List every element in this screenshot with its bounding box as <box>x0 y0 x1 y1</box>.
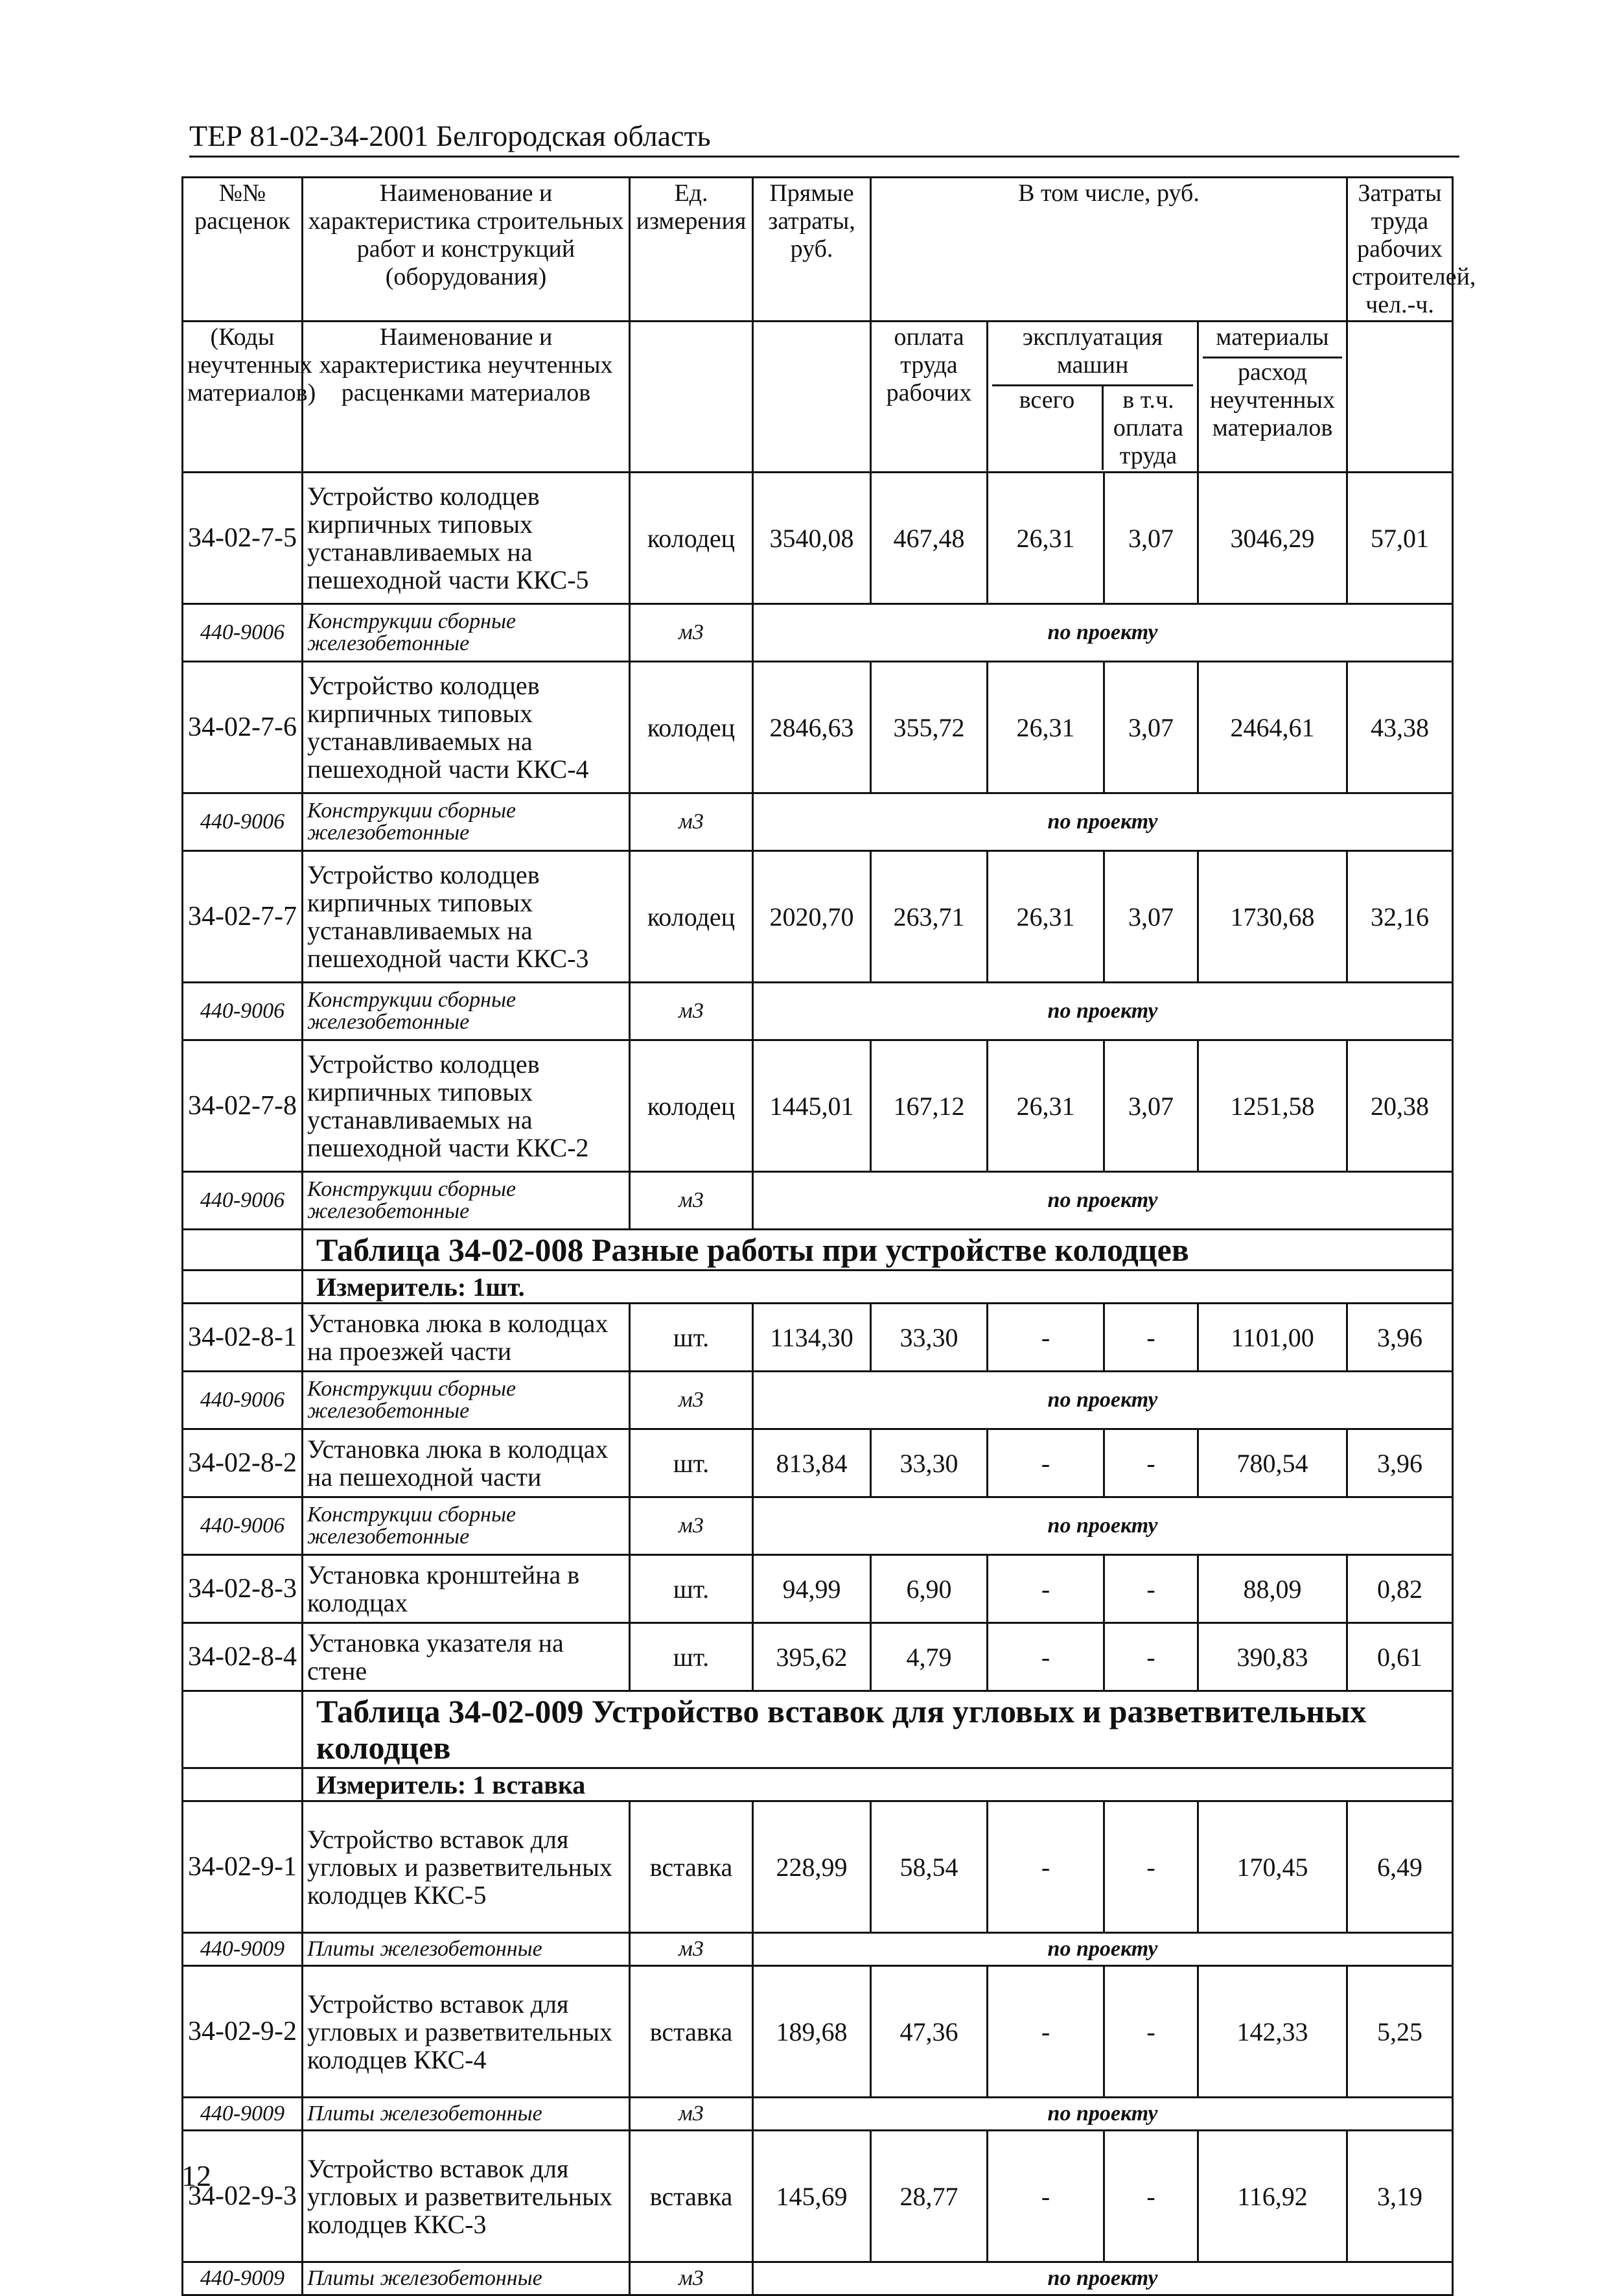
rate-mach-wage: - <box>1104 1623 1198 1691</box>
rate-name: Устройство колодцев кирпичных типовых устанавливаемых на пешеходной части ККС-4 <box>303 662 630 793</box>
rate-code: 34-02-9-1 <box>183 1801 303 1933</box>
rate-mach-wage: 3,07 <box>1104 1040 1198 1172</box>
material-unit: м3 <box>630 1933 753 1966</box>
material-code: 440-9009 <box>183 2262 303 2295</box>
rate-code: 34-02-9-2 <box>183 1966 303 2098</box>
rate-direct: 228,99 <box>753 1801 871 1933</box>
rate-name: Установка люка в колодцах на пешеходной части <box>303 1429 630 1497</box>
rate-materials: 1251,58 <box>1198 1040 1347 1172</box>
rate-wage: 6,90 <box>871 1555 988 1623</box>
rate-unit: шт. <box>630 1429 753 1497</box>
rate-materials: 390,83 <box>1198 1623 1347 1691</box>
rate-name: Устройство вставок для угловых и разветвительных колодцев ККС-3 <box>303 2131 630 2262</box>
rate-mach: - <box>988 1555 1104 1623</box>
rate-mach-wage: - <box>1104 1429 1198 1497</box>
row-blank <box>183 1230 303 1271</box>
col-direct: Прямые затраты, руб. <box>753 178 871 322</box>
material-name: Плиты железобетонные <box>303 1933 630 1966</box>
rate-unit: шт. <box>630 1623 753 1691</box>
page-number: 12 <box>181 2159 211 2192</box>
rate-materials: 2464,61 <box>1198 662 1347 793</box>
material-name: Конструкции сборные железобетонные <box>303 793 630 851</box>
rate-code: 34-02-8-1 <box>183 1304 303 1372</box>
rate-mach-wage: - <box>1104 1801 1198 1933</box>
col-code: №№ расценок <box>183 178 303 322</box>
rate-materials: 3046,29 <box>1198 473 1347 604</box>
rate-labor: 6,49 <box>1347 1801 1453 1933</box>
measure-unit: Измеритель: 1 вставка <box>303 1768 1453 1801</box>
rate-name: Устройство колодцев кирпичных типовых устанавливаемых на пешеходной части ККС-5 <box>303 473 630 604</box>
col-labor: Затраты труда рабочих строителей, чел.-ч. <box>1347 178 1453 322</box>
table-row <box>183 1497 1453 1555</box>
table-row <box>183 851 1453 983</box>
rate-materials: 170,45 <box>1198 1801 1347 1933</box>
material-code: 440-9009 <box>183 1933 303 1966</box>
rate-unit: колодец <box>630 473 753 604</box>
rate-direct: 189,68 <box>753 1966 871 2098</box>
col-mat-cons: расход неучтенных материалов <box>1209 358 1336 441</box>
rate-mach: - <box>988 1623 1104 1691</box>
rate-unit: колодец <box>630 1040 753 1172</box>
material-code: 440-9006 <box>183 1172 303 1230</box>
table-row <box>183 1429 1453 1497</box>
material-unit: м3 <box>630 2262 753 2295</box>
rate-code: 34-02-7-6 <box>183 662 303 793</box>
rate-wage: 167,12 <box>871 1040 988 1172</box>
rate-direct: 145,69 <box>753 2131 871 2262</box>
rate-mach: - <box>988 1304 1104 1372</box>
rate-code: 34-02-7-7 <box>183 851 303 983</box>
rate-direct: 395,62 <box>753 1623 871 1691</box>
rate-labor: 5,25 <box>1347 1966 1453 2098</box>
material-name: Конструкции сборные железобетонные <box>303 604 630 662</box>
rate-wage: 467,48 <box>871 473 988 604</box>
rate-materials: 116,92 <box>1198 2131 1347 2262</box>
rate-materials: 1730,68 <box>1198 851 1347 983</box>
material-note: по проекту <box>753 604 1453 662</box>
material-unit: м3 <box>630 604 753 662</box>
rate-wage: 33,30 <box>871 1429 988 1497</box>
material-unit: м3 <box>630 1497 753 1555</box>
rate-code: 34-02-8-4 <box>183 1623 303 1691</box>
rate-wage: 58,54 <box>871 1801 988 1933</box>
material-note: по проекту <box>753 1497 1453 1555</box>
material-note: по проекту <box>753 1933 1453 1966</box>
rate-labor: 32,16 <box>1347 851 1453 983</box>
material-name: Плиты железобетонные <box>303 2098 630 2131</box>
rate-mach-wage: 3,07 <box>1104 473 1198 604</box>
material-code: 440-9006 <box>183 983 303 1040</box>
rate-code: 34-02-7-5 <box>183 473 303 604</box>
col-mat-block <box>1198 322 1347 473</box>
rate-labor: 57,01 <box>1347 473 1453 604</box>
table-row <box>183 1555 1453 1623</box>
rate-mach: 26,31 <box>988 1040 1104 1172</box>
rate-name: Устройство вставок для угловых и разветвительных колодцев ККС-5 <box>303 1801 630 1933</box>
rate-wage: 355,72 <box>871 662 988 793</box>
rate-materials: 142,33 <box>1198 1966 1347 2098</box>
material-note: по проекту <box>753 1372 1453 1429</box>
rate-mach-wage: 3,07 <box>1104 851 1198 983</box>
rate-wage: 263,71 <box>871 851 988 983</box>
rate-mach: - <box>988 2131 1104 2262</box>
table-row <box>183 1040 1453 1172</box>
material-name: Плиты железобетонные <box>303 2262 630 2295</box>
rate-direct: 2846,63 <box>753 662 871 793</box>
material-unit: м3 <box>630 1372 753 1429</box>
material-note: по проекту <box>753 2098 1453 2131</box>
rate-mach-wage: - <box>1104 2131 1198 2262</box>
col-name-alt: Наименование и характеристика неучтенных расценками материалов <box>303 322 630 473</box>
rate-mach-wage: - <box>1104 1966 1198 2098</box>
rate-materials: 780,54 <box>1198 1429 1347 1497</box>
material-name: Конструкции сборные железобетонные <box>303 1172 630 1230</box>
material-unit: м3 <box>630 983 753 1040</box>
material-code: 440-9006 <box>183 604 303 662</box>
rate-unit: вставка <box>630 1801 753 1933</box>
rate-labor: 0,82 <box>1347 1555 1453 1623</box>
rate-labor: 3,96 <box>1347 1304 1453 1372</box>
material-unit: м3 <box>630 793 753 851</box>
col-mach-block <box>988 322 1198 473</box>
row-blank <box>183 1691 303 1768</box>
rate-wage: 28,77 <box>871 2131 988 2262</box>
material-note: по проекту <box>753 2262 1453 2295</box>
rate-labor: 20,38 <box>1347 1040 1453 1172</box>
rate-name: Установка указателя на стене <box>303 1623 630 1691</box>
page-header: ТЕР 81-02-34-2001 Белгородская область <box>189 117 1459 158</box>
col-name: Наименование и характеристика строительных работ и конструкций (оборудования) <box>303 178 630 322</box>
col-mach-wage: в т.ч. оплата труда <box>1113 386 1183 469</box>
table-row <box>183 1304 1453 1372</box>
rate-code: 34-02-8-2 <box>183 1429 303 1497</box>
rate-name: Устройство колодцев кирпичных типовых устанавливаемых на пешеходной части ККС-2 <box>303 1040 630 1172</box>
rate-code: 34-02-9-3 <box>183 2131 303 2262</box>
row-blank <box>183 1271 303 1304</box>
table-row <box>183 793 1453 851</box>
table-row <box>183 1230 1453 1271</box>
rate-wage: 47,36 <box>871 1966 988 2098</box>
material-name: Конструкции сборные железобетонные <box>303 983 630 1040</box>
table-row <box>183 604 1453 662</box>
table-row <box>183 662 1453 793</box>
rate-direct: 94,99 <box>753 1555 871 1623</box>
rate-labor: 3,19 <box>1347 2131 1453 2262</box>
col-wage: оплата труда рабочих <box>871 322 988 473</box>
col-mach-total: всего <box>992 386 1104 470</box>
table-row <box>183 1966 1453 2098</box>
col-machines: эксплуатация машин <box>992 323 1193 386</box>
rate-unit: колодец <box>630 662 753 793</box>
table-row <box>183 1623 1453 1691</box>
material-code: 440-9006 <box>183 1497 303 1555</box>
rate-direct: 3540,08 <box>753 473 871 604</box>
rate-materials: 1101,00 <box>1198 1304 1347 1372</box>
rate-labor: 0,61 <box>1347 1623 1453 1691</box>
rate-name: Установка кронштейна в колодцах <box>303 1555 630 1623</box>
table-row <box>183 983 1453 1040</box>
material-code: 440-9009 <box>183 2098 303 2131</box>
material-note: по проекту <box>753 983 1453 1040</box>
rate-direct: 1134,30 <box>753 1304 871 1372</box>
rate-name: Устройство вставок для угловых и разветвительных колодцев ККС-4 <box>303 1966 630 2098</box>
col-unit: Ед. измерения <box>630 178 753 322</box>
rate-name: Установка люка в колодцах на проезжей части <box>303 1304 630 1372</box>
table-row <box>183 2262 1453 2295</box>
rate-mach: 26,31 <box>988 662 1104 793</box>
table-row <box>183 473 1453 604</box>
rate-unit: колодец <box>630 851 753 983</box>
table-row <box>183 1271 1453 1304</box>
rate-direct: 1445,01 <box>753 1040 871 1172</box>
rate-mach: - <box>988 1801 1104 1933</box>
rate-wage: 33,30 <box>871 1304 988 1372</box>
material-unit: м3 <box>630 2098 753 2131</box>
material-name: Конструкции сборные железобетонные <box>303 1372 630 1429</box>
rate-unit: шт. <box>630 1304 753 1372</box>
rate-code: 34-02-7-8 <box>183 1040 303 1172</box>
rate-mach-wage: - <box>1104 1555 1198 1623</box>
table-row <box>183 1172 1453 1230</box>
rate-mach-wage: 3,07 <box>1104 662 1198 793</box>
material-unit: м3 <box>630 1172 753 1230</box>
rate-mach: - <box>988 1429 1104 1497</box>
table-row <box>183 1933 1453 1966</box>
col-materials: материалы <box>1203 323 1342 358</box>
table-row <box>183 2098 1453 2131</box>
table-row <box>183 2131 1453 2262</box>
rate-wage: 4,79 <box>871 1623 988 1691</box>
rate-mach-wage: - <box>1104 1304 1198 1372</box>
row-blank <box>183 1768 303 1801</box>
table-row <box>183 1372 1453 1429</box>
rate-direct: 813,84 <box>753 1429 871 1497</box>
col-incl: В том числе, руб. <box>871 178 1347 322</box>
rate-labor: 3,96 <box>1347 1429 1453 1497</box>
material-note: по проекту <box>753 793 1453 851</box>
rate-direct: 2020,70 <box>753 851 871 983</box>
measure-unit: Измеритель: 1шт. <box>303 1271 1453 1304</box>
table-row <box>183 1691 1453 1768</box>
material-code: 440-9006 <box>183 793 303 851</box>
material-code: 440-9006 <box>183 1372 303 1429</box>
col-code-alt: (Коды неучтенных материалов) <box>183 322 303 473</box>
table-row <box>183 1768 1453 1801</box>
rate-materials: 88,09 <box>1198 1555 1347 1623</box>
rate-mach: - <box>988 1966 1104 2098</box>
table-title: Таблица 34-02-009 Устройство вставок для угловых и разветвительных колодцев <box>303 1691 1453 1768</box>
rate-unit: вставка <box>630 2131 753 2262</box>
rates-table <box>181 176 1476 2296</box>
rate-code: 34-02-8-3 <box>183 1555 303 1623</box>
rate-mach: 26,31 <box>988 851 1104 983</box>
rate-labor: 43,38 <box>1347 662 1453 793</box>
table-title: Таблица 34-02-008 Разные работы при устройстве колодцев <box>303 1230 1453 1271</box>
rate-unit: шт. <box>630 1555 753 1623</box>
table-row <box>183 1801 1453 1933</box>
rate-name: Устройство колодцев кирпичных типовых устанавливаемых на пешеходной части ККС-3 <box>303 851 630 983</box>
material-name: Конструкции сборные железобетонные <box>303 1497 630 1555</box>
material-note: по проекту <box>753 1172 1453 1230</box>
rate-unit: вставка <box>630 1966 753 2098</box>
rate-mach: 26,31 <box>988 473 1104 604</box>
